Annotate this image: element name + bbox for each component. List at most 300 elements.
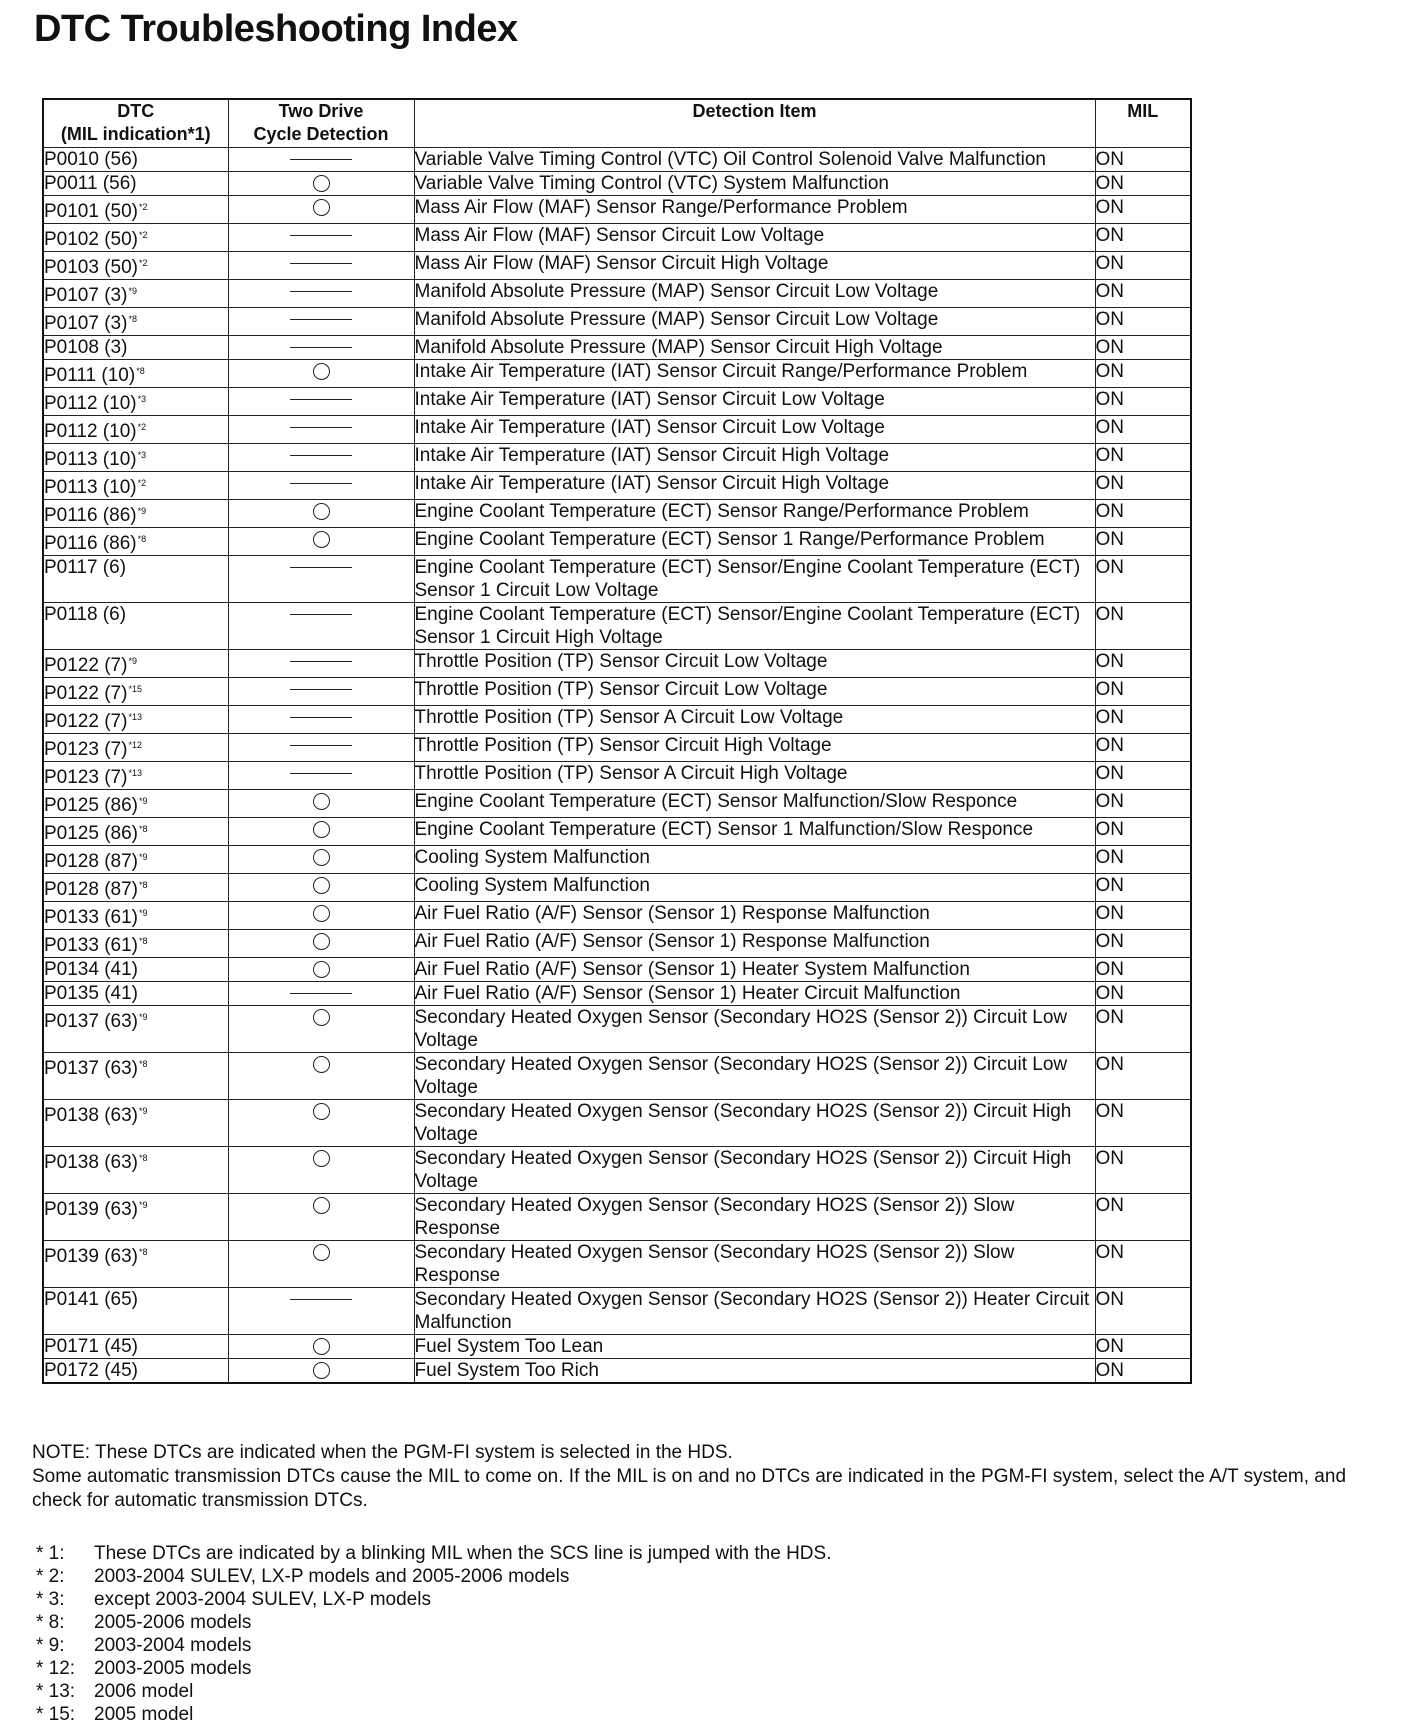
circle-icon — [313, 905, 330, 922]
footnote-text: These DTCs are indicated by a blinking MIL when the SCS line is jumped with the HDS. — [94, 1543, 832, 1564]
dtc-code-cell — [43, 603, 228, 650]
dash-icon — [290, 291, 352, 292]
footnote-ref: *9 — [139, 852, 148, 862]
dtc-code: P0102 (50) — [44, 229, 139, 250]
two-drive-cycle-cell — [228, 252, 414, 280]
footnote-mark: * 8: — [36, 1612, 65, 1633]
detection-item: Secondary Heated Oxygen Sensor (Secondary HO2S (Sensor 2)) Circuit High Voltage — [414, 1147, 1095, 1194]
dash-icon — [290, 427, 352, 428]
footnote-ref: *9 — [128, 286, 137, 296]
mil-status: ON — [1095, 603, 1191, 650]
detection-item: Manifold Absolute Pressure (MAP) Sensor Circuit Low Voltage — [414, 308, 1095, 336]
mil-status: ON — [1095, 224, 1191, 252]
dtc-code-cell — [43, 930, 228, 958]
table-row — [43, 846, 1191, 874]
dtc-code: P0010 (56) — [44, 149, 139, 170]
dtc-code: P0125 (86) — [44, 795, 139, 816]
detection-item: Throttle Position (TP) Sensor A Circuit High Voltage — [414, 762, 1095, 790]
table-row — [43, 982, 1191, 1006]
mil-status: ON — [1095, 1288, 1191, 1335]
table-row — [43, 1147, 1191, 1194]
two-drive-cycle-cell — [228, 1100, 414, 1147]
dtc-code-cell — [43, 1288, 228, 1335]
mil-status: ON — [1095, 360, 1191, 388]
detection-item: Cooling System Malfunction — [414, 874, 1095, 902]
footnote-mark: * 12: — [36, 1658, 76, 1679]
footnote-ref: *2 — [139, 230, 148, 240]
footnote-mark: * 15: — [36, 1704, 76, 1725]
detection-item: Mass Air Flow (MAF) Sensor Range/Performance Problem — [414, 196, 1095, 224]
dtc-code-cell — [43, 762, 228, 790]
footnote-ref: *3 — [137, 450, 147, 460]
detection-item: Throttle Position (TP) Sensor A Circuit Low Voltage — [414, 706, 1095, 734]
dtc-code-cell — [43, 734, 228, 762]
table-row — [43, 360, 1191, 388]
footnote-ref: *2 — [139, 202, 148, 212]
two-drive-cycle-cell — [228, 196, 414, 224]
dtc-code: P0122 (7) — [44, 683, 128, 704]
detection-item: Engine Coolant Temperature (ECT) Sensor Malfunction/Slow Responce — [414, 790, 1095, 818]
table-row — [43, 280, 1191, 308]
dtc-code-cell — [43, 388, 228, 416]
table-header-row — [43, 99, 1191, 148]
circle-icon — [313, 821, 330, 838]
table-row — [43, 1006, 1191, 1053]
two-drive-cycle-cell — [228, 1006, 414, 1053]
dtc-code: P0107 (3) — [44, 285, 128, 306]
mil-status: ON — [1095, 678, 1191, 706]
mil-status: ON — [1095, 444, 1191, 472]
footnote-ref: *2 — [139, 258, 148, 268]
dtc-code: P0113 (10) — [44, 477, 137, 498]
dtc-code-cell — [43, 1335, 228, 1359]
footnote — [36, 1634, 831, 1657]
circle-icon — [313, 1362, 330, 1379]
dtc-code: P0171 (45) — [44, 1336, 139, 1357]
footnote-text: 2005-2006 models — [94, 1612, 252, 1633]
table-row — [43, 416, 1191, 444]
dtc-code: P0116 (86) — [44, 533, 137, 554]
header-detection-item: Detection Item — [414, 99, 1095, 148]
dash-icon — [290, 661, 352, 662]
dtc-code-cell — [43, 874, 228, 902]
dtc-code-cell — [43, 472, 228, 500]
table-body — [43, 148, 1191, 1384]
table-row — [43, 1053, 1191, 1100]
footnote-mark: * 9: — [36, 1635, 65, 1656]
dtc-code-cell — [43, 958, 228, 982]
footnote — [36, 1657, 831, 1680]
dtc-code: P0137 (63) — [44, 1011, 139, 1032]
detection-item: Air Fuel Ratio (A/F) Sensor (Sensor 1) Response Malfunction — [414, 930, 1095, 958]
footnote-ref: *8 — [139, 1153, 148, 1163]
dash-icon — [290, 235, 352, 236]
two-drive-cycle-cell — [228, 444, 414, 472]
two-drive-cycle-cell — [228, 734, 414, 762]
dtc-code-cell — [43, 706, 228, 734]
mil-status: ON — [1095, 790, 1191, 818]
dash-icon — [290, 993, 352, 994]
mil-status: ON — [1095, 1194, 1191, 1241]
detection-item: Air Fuel Ratio (A/F) Sensor (Sensor 1) Response Malfunction — [414, 902, 1095, 930]
detection-item: Intake Air Temperature (IAT) Sensor Circuit High Voltage — [414, 472, 1095, 500]
detection-item: Intake Air Temperature (IAT) Sensor Circuit High Voltage — [414, 444, 1095, 472]
dtc-code-cell — [43, 336, 228, 360]
detection-item: Intake Air Temperature (IAT) Sensor Circuit Range/Performance Problem — [414, 360, 1095, 388]
footnote-ref: *9 — [139, 796, 148, 806]
dtc-code-cell — [43, 172, 228, 196]
dash-icon — [290, 745, 352, 746]
dtc-code: P0112 (10) — [44, 421, 137, 442]
dash-icon — [290, 347, 352, 348]
dtc-code: P0108 (3) — [44, 337, 128, 358]
mil-status: ON — [1095, 706, 1191, 734]
circle-icon — [313, 1009, 330, 1026]
dtc-code-cell — [43, 528, 228, 556]
dtc-code-cell — [43, 1100, 228, 1147]
dtc-code: P0138 (63) — [44, 1105, 139, 1126]
mil-status: ON — [1095, 734, 1191, 762]
dtc-code-cell — [43, 1147, 228, 1194]
footnote-ref: *8 — [139, 936, 148, 946]
dtc-code-cell — [43, 1053, 228, 1100]
two-drive-cycle-cell — [228, 902, 414, 930]
detection-item: Air Fuel Ratio (A/F) Sensor (Sensor 1) Heater System Malfunction — [414, 958, 1095, 982]
mil-status: ON — [1095, 308, 1191, 336]
table-row — [43, 500, 1191, 528]
mil-status: ON — [1095, 336, 1191, 360]
mil-status: ON — [1095, 930, 1191, 958]
dtc-code: P0123 (7) — [44, 739, 128, 760]
dtc-code-cell — [43, 1359, 228, 1384]
dtc-code: P0139 (63) — [44, 1199, 139, 1220]
dtc-code-cell — [43, 1006, 228, 1053]
table-row — [43, 252, 1191, 280]
circle-icon — [313, 1103, 330, 1120]
dtc-code: P0011 (56) — [44, 173, 137, 194]
detection-item: Throttle Position (TP) Sensor Circuit Low Voltage — [414, 650, 1095, 678]
footnote-ref: *8 — [137, 534, 147, 544]
two-drive-cycle-cell — [228, 472, 414, 500]
note-line: Some automatic transmission DTCs cause the MIL to come on. If the MIL is on and no DTCs are indicated in the PGM-FI system, select the A/T system, and check for automatic transmission DTCs. — [32, 1466, 1347, 1511]
detection-item: Secondary Heated Oxygen Sensor (Secondary HO2S (Sensor 2)) Circuit Low Voltage — [414, 1053, 1095, 1100]
dtc-code: P0139 (63) — [44, 1246, 139, 1267]
footnote-ref: *13 — [128, 712, 142, 722]
footnote-ref: *9 — [137, 506, 147, 516]
table-row — [43, 1288, 1191, 1335]
dtc-code-cell — [43, 982, 228, 1006]
two-drive-cycle-cell — [228, 1359, 414, 1384]
header-cycle-line2: Cycle Detection — [253, 124, 389, 144]
detection-item: Throttle Position (TP) Sensor Circuit Low Voltage — [414, 678, 1095, 706]
detection-item: Secondary Heated Oxygen Sensor (Secondary HO2S (Sensor 2)) Slow Response — [414, 1194, 1095, 1241]
table-row — [43, 308, 1191, 336]
two-drive-cycle-cell — [228, 1053, 414, 1100]
two-drive-cycle-cell — [228, 500, 414, 528]
circle-icon — [313, 933, 330, 950]
two-drive-cycle-cell — [228, 1335, 414, 1359]
dtc-code: P0138 (63) — [44, 1152, 139, 1173]
two-drive-cycle-cell — [228, 790, 414, 818]
mil-status: ON — [1095, 874, 1191, 902]
detection-item: Air Fuel Ratio (A/F) Sensor (Sensor 1) Heater Circuit Malfunction — [414, 982, 1095, 1006]
footnote-mark: * 13: — [36, 1681, 76, 1702]
dtc-code-cell — [43, 444, 228, 472]
dtc-index-table — [42, 98, 1192, 1384]
dtc-code-cell — [43, 360, 228, 388]
footnote-ref: *9 — [128, 656, 137, 666]
footnote-ref: *9 — [139, 1106, 148, 1116]
dash-icon — [290, 159, 352, 160]
dtc-code-cell — [43, 1194, 228, 1241]
dtc-code: P0101 (50) — [44, 201, 139, 222]
detection-item: Engine Coolant Temperature (ECT) Sensor Range/Performance Problem — [414, 500, 1095, 528]
table-row — [43, 172, 1191, 196]
footnote-ref: *9 — [139, 908, 148, 918]
footnote-ref: *12 — [128, 740, 142, 750]
dash-icon — [290, 455, 352, 456]
mil-status: ON — [1095, 1006, 1191, 1053]
circle-icon — [313, 1197, 330, 1214]
circle-icon — [313, 877, 330, 894]
detection-item: Manifold Absolute Pressure (MAP) Sensor Circuit High Voltage — [414, 336, 1095, 360]
table-row — [43, 1241, 1191, 1288]
dtc-code-cell — [43, 148, 228, 172]
mil-status: ON — [1095, 196, 1191, 224]
dash-icon — [290, 399, 352, 400]
dash-icon — [290, 319, 352, 320]
mil-status: ON — [1095, 818, 1191, 846]
dtc-code-cell — [43, 500, 228, 528]
dtc-code: P0133 (61) — [44, 935, 139, 956]
footnote — [36, 1611, 831, 1634]
detection-item: Fuel System Too Lean — [414, 1335, 1095, 1359]
dtc-code: P0135 (41) — [44, 983, 139, 1004]
dash-icon — [290, 567, 352, 568]
dtc-code-cell — [43, 818, 228, 846]
table-row — [43, 528, 1191, 556]
footnote-text: 2003-2004 models — [94, 1635, 252, 1656]
two-drive-cycle-cell — [228, 603, 414, 650]
mil-status: ON — [1095, 902, 1191, 930]
notes-block — [32, 1441, 1392, 1513]
two-drive-cycle-cell — [228, 650, 414, 678]
mil-status: ON — [1095, 1335, 1191, 1359]
two-drive-cycle-cell — [228, 360, 414, 388]
table-row — [43, 472, 1191, 500]
mil-status: ON — [1095, 148, 1191, 172]
header-dtc-line2: (MIL indication*1) — [60, 124, 211, 144]
dtc-code: P0111 (10) — [44, 365, 136, 386]
dash-icon — [290, 614, 352, 615]
note-line: NOTE: These DTCs are indicated when the PGM-FI system is selected in the HDS. — [32, 1442, 733, 1463]
footnote-text: 2005 model — [94, 1704, 194, 1725]
two-drive-cycle-cell — [228, 982, 414, 1006]
mil-status: ON — [1095, 1241, 1191, 1288]
footnote-text: 2003-2004 SULEV, LX-P models and 2005-2006 models — [94, 1566, 570, 1587]
two-drive-cycle-cell — [228, 846, 414, 874]
dtc-code-cell — [43, 252, 228, 280]
mil-status: ON — [1095, 846, 1191, 874]
dtc-code-cell — [43, 846, 228, 874]
header-dtc — [43, 99, 228, 148]
dtc-code: P0122 (7) — [44, 655, 128, 676]
table-row — [43, 930, 1191, 958]
table-row — [43, 1335, 1191, 1359]
mil-status: ON — [1095, 958, 1191, 982]
dtc-code-cell — [43, 416, 228, 444]
table-row — [43, 818, 1191, 846]
two-drive-cycle-cell — [228, 336, 414, 360]
mil-status: ON — [1095, 1100, 1191, 1147]
table-row — [43, 650, 1191, 678]
table-row — [43, 388, 1191, 416]
circle-icon — [313, 1338, 330, 1355]
dtc-code-cell — [43, 308, 228, 336]
two-drive-cycle-cell — [228, 308, 414, 336]
dtc-code: P0133 (61) — [44, 907, 139, 928]
footnotes-list — [36, 1542, 831, 1726]
footnote — [36, 1542, 831, 1565]
dtc-code-cell — [43, 1241, 228, 1288]
two-drive-cycle-cell — [228, 280, 414, 308]
detection-item: Mass Air Flow (MAF) Sensor Circuit High Voltage — [414, 252, 1095, 280]
detection-item: Secondary Heated Oxygen Sensor (Secondary HO2S (Sensor 2)) Circuit High Voltage — [414, 1100, 1095, 1147]
two-drive-cycle-cell — [228, 556, 414, 603]
table-row — [43, 603, 1191, 650]
table-row — [43, 556, 1191, 603]
table-row — [43, 196, 1191, 224]
mil-status: ON — [1095, 472, 1191, 500]
footnote-ref: *9 — [139, 1200, 148, 1210]
dtc-code-cell — [43, 790, 228, 818]
dash-icon — [290, 483, 352, 484]
circle-icon — [313, 1244, 330, 1261]
footnote — [36, 1680, 831, 1703]
table-row — [43, 678, 1191, 706]
detection-item: Secondary Heated Oxygen Sensor (Secondary HO2S (Sensor 2)) Circuit Low Voltage — [414, 1006, 1095, 1053]
two-drive-cycle-cell — [228, 930, 414, 958]
two-drive-cycle-cell — [228, 416, 414, 444]
dtc-code-cell — [43, 902, 228, 930]
mil-status: ON — [1095, 528, 1191, 556]
mil-status: ON — [1095, 650, 1191, 678]
dtc-code-cell — [43, 678, 228, 706]
table-row — [43, 444, 1191, 472]
dtc-code: P0141 (65) — [44, 1289, 139, 1310]
detection-item: Intake Air Temperature (IAT) Sensor Circuit Low Voltage — [414, 416, 1095, 444]
dtc-code-cell — [43, 196, 228, 224]
circle-icon — [313, 175, 330, 192]
two-drive-cycle-cell — [228, 1194, 414, 1241]
two-drive-cycle-cell — [228, 1288, 414, 1335]
footnote-mark: * 3: — [36, 1589, 65, 1610]
dash-icon — [290, 717, 352, 718]
detection-item: Throttle Position (TP) Sensor Circuit High Voltage — [414, 734, 1095, 762]
dtc-code-cell — [43, 280, 228, 308]
table-row — [43, 734, 1191, 762]
mil-status: ON — [1095, 1053, 1191, 1100]
table-row — [43, 902, 1191, 930]
footnote-ref: *13 — [128, 768, 142, 778]
mil-status: ON — [1095, 1359, 1191, 1384]
dtc-code: P0128 (87) — [44, 851, 139, 872]
footnote-ref: *8 — [139, 1247, 148, 1257]
footnote-text: except 2003-2004 SULEV, LX-P models — [94, 1589, 431, 1610]
header-cycle-line1: Two Drive — [278, 101, 364, 121]
footnote-text: 2006 model — [94, 1681, 194, 1702]
circle-icon — [313, 531, 330, 548]
detection-item: Engine Coolant Temperature (ECT) Sensor/Engine Coolant Temperature (ECT) Sensor 1 Circuit High Voltage — [414, 603, 1095, 650]
mil-status: ON — [1095, 416, 1191, 444]
dash-icon — [290, 689, 352, 690]
table-row — [43, 762, 1191, 790]
circle-icon — [313, 1056, 330, 1073]
page-title: DTC Troubleshooting Index — [34, 8, 518, 50]
header-two-drive-cycle — [228, 99, 414, 148]
footnote — [36, 1703, 831, 1726]
detection-item: Engine Coolant Temperature (ECT) Sensor/Engine Coolant Temperature (ECT) Sensor 1 Circuit Low Voltage — [414, 556, 1095, 603]
dtc-code: P0128 (87) — [44, 879, 139, 900]
mil-status: ON — [1095, 1147, 1191, 1194]
dtc-code: P0103 (50) — [44, 257, 139, 278]
dash-icon — [290, 773, 352, 774]
footnote-mark: * 2: — [36, 1566, 65, 1587]
mil-status: ON — [1095, 982, 1191, 1006]
dtc-code: P0117 (6) — [44, 557, 127, 578]
footnote-ref: *15 — [128, 684, 142, 694]
header-mil: MIL — [1095, 99, 1191, 148]
two-drive-cycle-cell — [228, 172, 414, 196]
dtc-code: P0125 (86) — [44, 823, 139, 844]
circle-icon — [313, 961, 330, 978]
dash-icon — [290, 263, 352, 264]
detection-item: Fuel System Too Rich — [414, 1359, 1095, 1384]
table-row — [43, 1359, 1191, 1384]
footnote-ref: *8 — [139, 880, 148, 890]
dtc-code-cell — [43, 224, 228, 252]
two-drive-cycle-cell — [228, 388, 414, 416]
dtc-code-cell — [43, 650, 228, 678]
two-drive-cycle-cell — [228, 528, 414, 556]
footnote-ref: *3 — [137, 394, 147, 404]
dtc-code: P0122 (7) — [44, 711, 128, 732]
two-drive-cycle-cell — [228, 706, 414, 734]
mil-status: ON — [1095, 280, 1191, 308]
footnote-ref: *8 — [136, 366, 145, 376]
table-row — [43, 874, 1191, 902]
table-row — [43, 224, 1191, 252]
two-drive-cycle-cell — [228, 818, 414, 846]
two-drive-cycle-cell — [228, 224, 414, 252]
footnote-ref: *9 — [139, 1012, 148, 1022]
footnote-text: 2003-2005 models — [94, 1658, 252, 1679]
dtc-code: P0112 (10) — [44, 393, 137, 414]
dtc-code: P0118 (6) — [44, 604, 127, 625]
dtc-code: P0137 (63) — [44, 1058, 139, 1079]
detection-item: Secondary Heated Oxygen Sensor (Secondary HO2S (Sensor 2)) Slow Response — [414, 1241, 1095, 1288]
dtc-code: P0134 (41) — [44, 959, 139, 980]
mil-status: ON — [1095, 500, 1191, 528]
table-row — [43, 336, 1191, 360]
mil-status: ON — [1095, 556, 1191, 603]
detection-item: Intake Air Temperature (IAT) Sensor Circuit Low Voltage — [414, 388, 1095, 416]
circle-icon — [313, 199, 330, 216]
footnote-ref: *8 — [128, 314, 137, 324]
dtc-code: P0113 (10) — [44, 449, 137, 470]
mil-status: ON — [1095, 762, 1191, 790]
table-row — [43, 958, 1191, 982]
